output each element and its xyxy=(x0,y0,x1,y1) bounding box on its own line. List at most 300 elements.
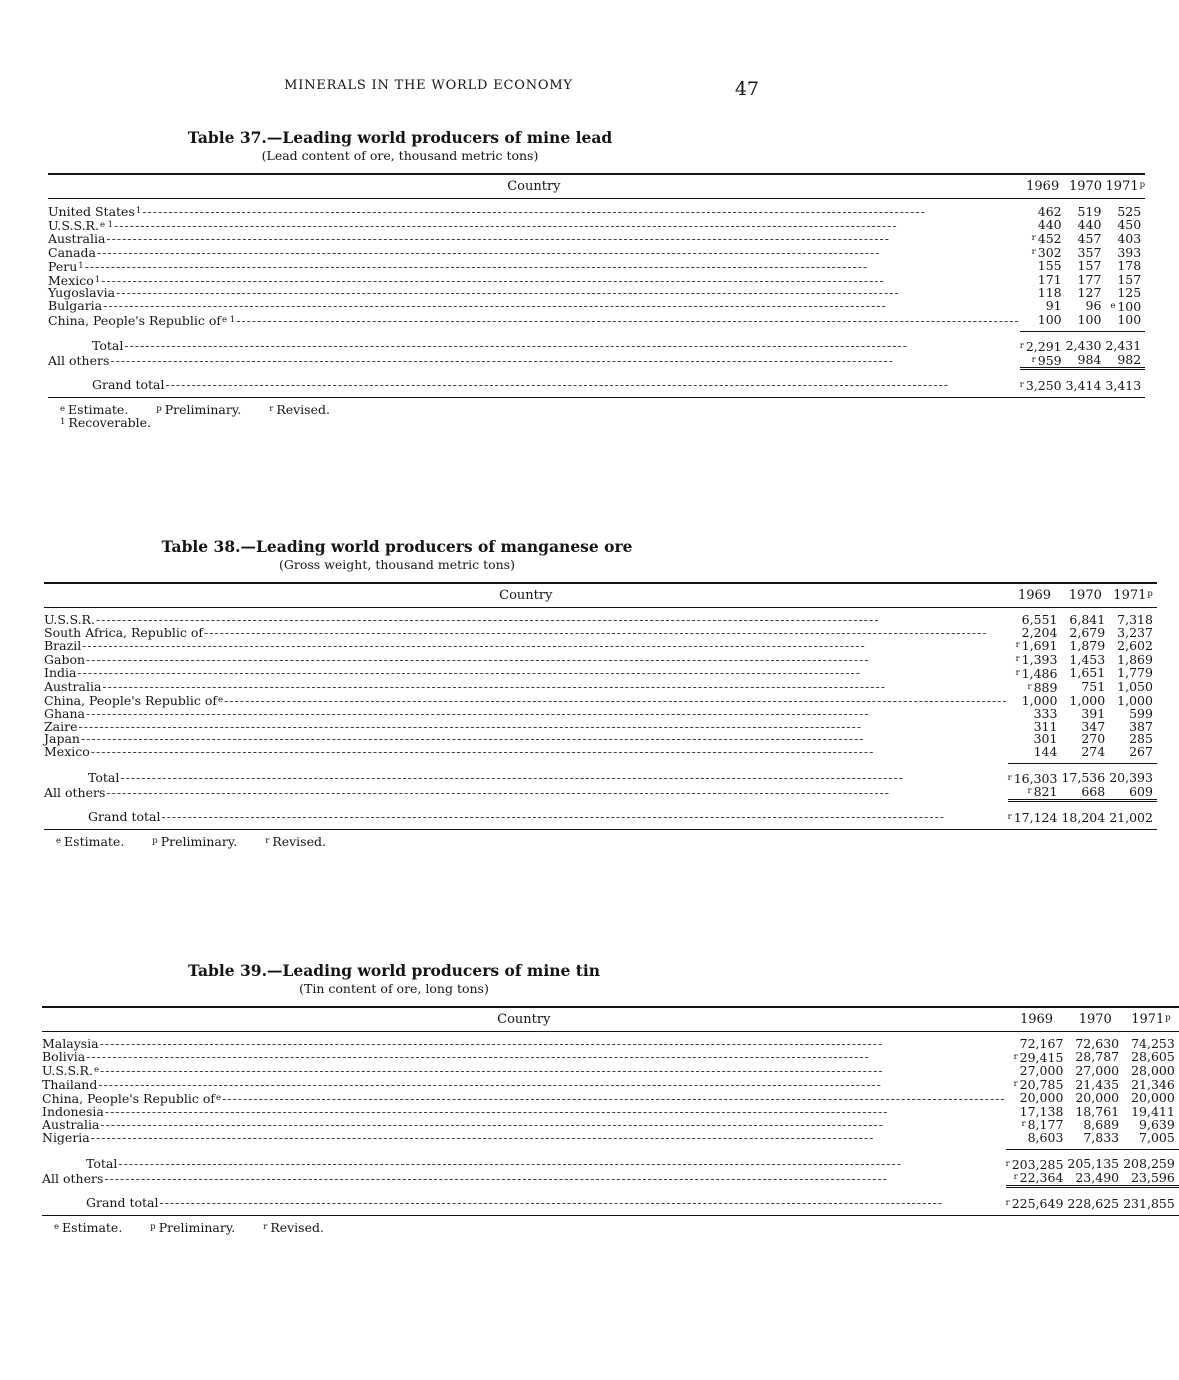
footnote xyxy=(60,416,151,429)
revision-mark: r xyxy=(1019,340,1024,351)
revision-mark: r xyxy=(1015,654,1020,665)
table-row xyxy=(42,1032,1179,1051)
value-1971 xyxy=(1109,785,1157,800)
row-label xyxy=(44,763,1008,785)
row-label xyxy=(48,199,1020,219)
table-row xyxy=(42,1051,1179,1065)
country-name-text: Australia xyxy=(42,1116,100,1132)
value-1969 xyxy=(1020,331,1066,353)
value-text: 7,833 xyxy=(1083,1129,1120,1145)
header-row xyxy=(48,174,1145,199)
revision-mark: e xyxy=(1110,300,1116,311)
footnote-mark: e xyxy=(93,1065,99,1076)
value-text: 274 xyxy=(1081,744,1106,760)
col-country: Country xyxy=(42,1007,1006,1032)
value-text: 333 xyxy=(1033,705,1058,721)
dot-leader xyxy=(159,1197,1005,1210)
country-name-text: Canada xyxy=(48,244,96,260)
dot-leader xyxy=(124,340,1019,353)
footnote-text: Estimate. xyxy=(62,1219,123,1235)
footnotes xyxy=(42,1221,746,1234)
value-text: 18,761 xyxy=(1075,1103,1120,1119)
year-label: 1971 xyxy=(1105,179,1139,194)
value-text: 155 xyxy=(1037,258,1062,274)
value-1971 xyxy=(1105,331,1145,353)
footnote xyxy=(56,835,124,848)
footnote-mark: 1 xyxy=(94,274,101,285)
col-year xyxy=(1109,583,1157,608)
value-text: 72,167 xyxy=(1019,1036,1064,1051)
value-1970 xyxy=(1066,311,1106,332)
value-text: 100 xyxy=(1037,311,1062,327)
country-name xyxy=(48,352,110,368)
table-title: Table 38.—Leading world producers of manganese ore xyxy=(161,537,633,556)
preliminary-mark: p xyxy=(1147,589,1153,599)
value-1969 xyxy=(1008,785,1062,800)
value-text: 203,285 xyxy=(1011,1156,1064,1172)
year-label: 1971 xyxy=(1131,1012,1165,1027)
value-text: 1,691 xyxy=(1021,638,1058,654)
country-name xyxy=(48,205,142,219)
value-text: 457 xyxy=(1077,230,1102,246)
data-table xyxy=(44,582,1157,830)
table-row xyxy=(48,246,1145,260)
value-text: 1,869 xyxy=(1117,651,1153,667)
revision-mark: r xyxy=(1005,1198,1010,1209)
value-text: 519 xyxy=(1077,203,1102,219)
value-text: 7,318 xyxy=(1117,612,1153,627)
dot-leader xyxy=(110,355,1019,368)
footnote-line xyxy=(60,416,752,429)
revision-mark: r xyxy=(1021,1119,1026,1130)
country-name-text: Grand total xyxy=(88,808,161,824)
dot-leader xyxy=(165,379,1019,392)
country-name-text: All others xyxy=(42,1170,104,1186)
country-name-text: U.S.S.R. xyxy=(42,1063,93,1079)
footnote-mark: e xyxy=(216,1092,222,1103)
value-text: 452 xyxy=(1037,231,1062,247)
table-row xyxy=(48,369,1145,398)
value-text: 2,204 xyxy=(1021,624,1058,640)
value-text: 18,204 xyxy=(1061,809,1106,825)
country-name-text: Mexico xyxy=(48,272,94,288)
header-row xyxy=(42,1007,1179,1032)
row-label xyxy=(48,354,1020,369)
value-1970 xyxy=(1061,801,1109,830)
country-name-text: Ghana xyxy=(44,705,85,721)
col-year xyxy=(1008,583,1062,608)
table-row xyxy=(44,785,1157,800)
value-text: 525 xyxy=(1117,203,1142,219)
value-text: 6,551 xyxy=(1021,612,1058,627)
value-text: 3,413 xyxy=(1105,377,1142,393)
preliminary-mark: p xyxy=(1139,180,1146,190)
value-text: 311 xyxy=(1033,718,1058,734)
value-1969 xyxy=(1020,354,1066,369)
revision-mark: r xyxy=(1015,640,1020,651)
value-text: 74,253 xyxy=(1131,1036,1175,1051)
table-row xyxy=(48,300,1145,314)
row-label xyxy=(42,1051,1006,1065)
value-text: 118 xyxy=(1037,285,1062,301)
value-1969 xyxy=(1008,801,1062,830)
footnote-text: Estimate. xyxy=(68,401,129,417)
footnote xyxy=(152,835,237,848)
country-name xyxy=(44,681,102,694)
value-1969 xyxy=(1020,311,1066,332)
footnote-mark: e xyxy=(60,403,66,414)
revision-mark: r xyxy=(1019,380,1024,391)
footnote-mark: 1 xyxy=(60,416,66,427)
year-label: 1969 xyxy=(1017,588,1052,603)
value-1971 xyxy=(1109,746,1157,763)
revision-mark: r xyxy=(1031,247,1036,258)
value-1969 xyxy=(1006,1187,1068,1216)
row-label xyxy=(48,369,1020,398)
value-text: 8,689 xyxy=(1083,1116,1120,1132)
value-1970 xyxy=(1067,1032,1123,1051)
value-text: 20,393 xyxy=(1109,770,1153,786)
dot-leader xyxy=(118,1158,1005,1171)
value-text: 1,486 xyxy=(1021,665,1058,681)
value-text: 270 xyxy=(1081,731,1106,747)
value-1970 xyxy=(1066,369,1106,398)
value-text: 127 xyxy=(1077,285,1102,301)
value-text: 27,000 xyxy=(1075,1062,1120,1078)
value-1970 xyxy=(1067,1129,1123,1149)
col-country: Country xyxy=(44,583,1008,608)
value-1971 xyxy=(1123,1171,1179,1186)
footnote-mark: e xyxy=(56,835,62,846)
value-text: 22,364 xyxy=(1019,1170,1064,1186)
country-name-text: Indonesia xyxy=(42,1103,104,1119)
dot-leader xyxy=(91,746,1008,759)
dot-leader xyxy=(97,247,1020,260)
country-name-text: Total xyxy=(88,769,120,785)
year-label: 1970 xyxy=(1078,1012,1112,1027)
footnote-mark: e 1 xyxy=(222,314,236,325)
value-text: 2,602 xyxy=(1117,637,1153,653)
year-label: 1971 xyxy=(1113,588,1147,603)
country-name xyxy=(48,376,165,392)
country-name xyxy=(44,784,106,800)
value-1971 xyxy=(1123,1187,1179,1216)
table-row xyxy=(44,746,1157,763)
value-text: 3,250 xyxy=(1025,378,1062,394)
table-39 xyxy=(42,961,1175,1235)
data-table xyxy=(42,1006,1179,1216)
country-name-text: Bulgaria xyxy=(48,298,103,314)
footnote-mark: e xyxy=(218,695,224,706)
value-text: 100 xyxy=(1077,311,1102,327)
value-text: 357 xyxy=(1077,244,1102,260)
value-text: 2,430 xyxy=(1065,338,1102,354)
col-year xyxy=(1105,174,1145,199)
revision-mark: r xyxy=(1031,233,1036,244)
value-text: 1,651 xyxy=(1069,665,1106,681)
value-text: 21,002 xyxy=(1109,809,1153,825)
country-name-text: Australia xyxy=(48,230,106,246)
country-name-text: All others xyxy=(44,784,106,800)
country-name-text: Zaire xyxy=(44,718,78,734)
value-1969 xyxy=(1006,1064,1068,1078)
table-row xyxy=(48,260,1145,274)
footnote-line xyxy=(56,835,750,848)
value-1971 xyxy=(1105,369,1145,398)
country-name-text: Bolivia xyxy=(42,1049,86,1065)
value-text: 228,625 xyxy=(1067,1195,1120,1211)
country-name xyxy=(42,1155,118,1171)
value-text: 440 xyxy=(1077,217,1102,233)
value-text: 285 xyxy=(1129,731,1153,747)
dot-leader xyxy=(106,787,1007,800)
footnote-mark: r xyxy=(263,1221,268,1232)
value-1971 xyxy=(1105,199,1145,219)
row-label xyxy=(42,1187,1006,1216)
value-text: 72,630 xyxy=(1075,1036,1120,1051)
value-text: 17,138 xyxy=(1019,1103,1064,1119)
value-text: 28,787 xyxy=(1075,1049,1120,1065)
value-text: 2,679 xyxy=(1069,624,1106,640)
footnote-mark: r xyxy=(265,835,270,846)
footnote-mark: e xyxy=(54,1221,60,1232)
table-row xyxy=(48,331,1145,353)
revision-mark: r xyxy=(1013,1079,1018,1090)
value-text: 3,237 xyxy=(1117,624,1153,640)
value-text: 391 xyxy=(1081,705,1106,721)
footnote-text: Revised. xyxy=(276,401,330,417)
country-name-text: Total xyxy=(86,1155,118,1171)
table-row xyxy=(44,763,1157,785)
value-1969 xyxy=(1006,1149,1068,1171)
country-name xyxy=(42,1076,98,1092)
value-text: 1,393 xyxy=(1021,652,1058,668)
table-row xyxy=(48,354,1145,369)
country-name-text: Japan xyxy=(44,731,80,747)
year-label: 1970 xyxy=(1068,588,1102,603)
value-text: 16,303 xyxy=(1013,770,1058,786)
table-row xyxy=(48,314,1145,332)
table-subtitle: (Tin content of ore, long tons) xyxy=(299,981,489,996)
country-name-text: United States xyxy=(48,204,135,219)
footnote-text: Estimate. xyxy=(64,833,125,849)
dot-leader xyxy=(98,1079,1005,1092)
value-1970 xyxy=(1061,746,1109,763)
value-text: 20,000 xyxy=(1075,1090,1120,1106)
row-label xyxy=(44,746,1008,763)
dot-leader xyxy=(102,681,1007,694)
country-name-text: China, People's Republic of xyxy=(48,312,222,328)
table-title: Table 39.—Leading world producers of mine tin xyxy=(187,961,601,980)
value-text: 19,411 xyxy=(1131,1103,1175,1119)
table-row xyxy=(42,1171,1179,1186)
footnote xyxy=(150,1221,235,1234)
col-year xyxy=(1006,1007,1068,1032)
table-row xyxy=(44,681,1157,695)
value-text: 100 xyxy=(1117,298,1142,314)
value-text: 1,050 xyxy=(1117,679,1153,695)
table-row xyxy=(42,1187,1179,1216)
value-text: 403 xyxy=(1117,230,1142,246)
country-name-text: Nigeria xyxy=(42,1130,90,1146)
value-text: 982 xyxy=(1117,352,1142,368)
value-text: 20,785 xyxy=(1019,1077,1064,1093)
table-subtitle: (Lead content of ore, thousand metric tons) xyxy=(261,148,539,163)
country-name-text: Grand total xyxy=(86,1194,159,1210)
row-label xyxy=(42,1032,1006,1051)
value-text: 347 xyxy=(1081,718,1106,734)
value-1969 xyxy=(1006,1032,1068,1051)
country-name xyxy=(48,244,97,260)
value-1970 xyxy=(1067,1171,1123,1186)
country-name xyxy=(42,1051,86,1064)
value-1971 xyxy=(1105,311,1145,332)
value-1969 xyxy=(1008,639,1062,653)
dot-leader xyxy=(161,811,1007,824)
col-year xyxy=(1061,583,1109,608)
country-name xyxy=(44,769,120,785)
value-text: 17,124 xyxy=(1013,810,1058,826)
value-1969 xyxy=(1020,219,1066,233)
value-text: 100 xyxy=(1117,311,1142,327)
value-text: 23,490 xyxy=(1075,1169,1120,1185)
value-text: 387 xyxy=(1129,718,1153,734)
value-1969 xyxy=(1020,232,1066,246)
value-text: 125 xyxy=(1117,285,1142,301)
value-1969 xyxy=(1006,1129,1068,1149)
value-text: 177 xyxy=(1077,272,1102,288)
row-label xyxy=(42,1149,1006,1171)
country-name xyxy=(42,1132,91,1145)
table-row xyxy=(44,608,1157,627)
value-text: 6,841 xyxy=(1069,612,1106,627)
value-text: 8,177 xyxy=(1027,1117,1064,1133)
value-text: 225,649 xyxy=(1011,1196,1064,1212)
value-1971 xyxy=(1123,1129,1179,1149)
country-name xyxy=(48,340,124,353)
row-label xyxy=(42,1171,1006,1186)
footnote-mark: p xyxy=(150,1221,156,1232)
row-label xyxy=(48,260,1020,274)
footnote-text: Preliminary. xyxy=(164,401,242,417)
value-1969 xyxy=(1006,1171,1068,1186)
value-text: 751 xyxy=(1081,679,1106,695)
value-text: 821 xyxy=(1033,784,1058,800)
value-text: 2,291 xyxy=(1025,338,1062,354)
value-text: 2,431 xyxy=(1105,338,1142,354)
value-text: 1,779 xyxy=(1117,665,1153,681)
row-label xyxy=(48,314,1020,332)
footnotes xyxy=(44,835,750,848)
footnote xyxy=(269,403,330,416)
value-text: 91 xyxy=(1045,298,1062,314)
country-name xyxy=(48,300,103,313)
table-row xyxy=(42,1149,1179,1171)
value-text: 393 xyxy=(1117,244,1142,260)
revision-mark: r xyxy=(1027,786,1032,797)
value-text: 28,000 xyxy=(1131,1062,1175,1078)
footnote xyxy=(156,403,241,416)
table-row xyxy=(42,1078,1179,1092)
value-text: 144 xyxy=(1033,744,1058,760)
value-text: 21,435 xyxy=(1075,1076,1120,1092)
country-name-text: Gabon xyxy=(44,651,86,667)
dot-leader xyxy=(106,233,1019,246)
value-text: 668 xyxy=(1081,783,1106,799)
value-text: 96 xyxy=(1085,298,1102,314)
value-text: 27,000 xyxy=(1019,1062,1064,1078)
row-label xyxy=(42,1132,1006,1149)
value-text: 959 xyxy=(1037,352,1062,368)
country-name xyxy=(48,260,85,274)
value-text: 20,000 xyxy=(1131,1090,1175,1106)
footnote-text: Recoverable. xyxy=(68,414,152,430)
country-name xyxy=(44,808,161,824)
revision-mark: r xyxy=(1031,354,1036,365)
country-name-text: Mexico xyxy=(44,744,90,760)
dot-leader xyxy=(236,315,1020,328)
year-label: 1970 xyxy=(1068,179,1103,194)
year-label: 1969 xyxy=(1019,1012,1054,1027)
value-text: 1,000 xyxy=(1069,692,1106,708)
value-text: 301 xyxy=(1033,731,1058,747)
country-name xyxy=(42,1194,159,1210)
country-name-text: Yugoslavia xyxy=(48,285,116,301)
value-text: 9,639 xyxy=(1139,1116,1175,1132)
dot-leader xyxy=(86,1051,1005,1064)
footnote-text: Revised. xyxy=(270,1219,324,1235)
value-text: 231,855 xyxy=(1123,1195,1175,1211)
revision-mark: r xyxy=(1015,667,1020,678)
country-name xyxy=(48,314,236,328)
country-name-text: Grand total xyxy=(92,376,165,392)
value-text: 1,453 xyxy=(1069,651,1106,667)
dot-leader xyxy=(85,261,1020,274)
value-text: 450 xyxy=(1117,217,1142,233)
col-year xyxy=(1067,1007,1123,1032)
value-text: 8,603 xyxy=(1027,1129,1064,1145)
footnote xyxy=(54,1221,122,1234)
row-label xyxy=(48,331,1020,353)
value-text: 29,415 xyxy=(1019,1049,1064,1065)
value-text: 599 xyxy=(1129,705,1153,721)
row-label xyxy=(44,801,1008,830)
year-label: 1969 xyxy=(1026,179,1060,194)
footnote-mark: e 1 xyxy=(99,219,114,230)
country-name-text: Brazil xyxy=(44,637,82,653)
header-row xyxy=(44,583,1157,608)
footnote-mark: r xyxy=(269,403,274,414)
table-row xyxy=(42,1132,1179,1149)
preliminary-mark: p xyxy=(1165,1013,1171,1023)
value-text: 462 xyxy=(1037,203,1062,219)
footnote-mark: 1 xyxy=(135,206,142,216)
value-text: 7,005 xyxy=(1139,1129,1175,1145)
value-1970 xyxy=(1066,199,1106,219)
value-text: 157 xyxy=(1077,258,1102,274)
country-name-text: Australia xyxy=(44,679,102,695)
footnote-mark: p xyxy=(156,403,162,414)
value-1970 xyxy=(1067,1187,1123,1216)
country-name xyxy=(42,1170,104,1186)
value-text: 302 xyxy=(1037,245,1062,261)
revision-mark: r xyxy=(1013,1051,1018,1062)
value-text: 267 xyxy=(1129,744,1153,760)
col-year xyxy=(1020,174,1066,199)
value-1969 xyxy=(1020,369,1066,398)
country-name-text: China, People's Republic of xyxy=(44,693,218,709)
footnote-text: Preliminary. xyxy=(158,1219,236,1235)
